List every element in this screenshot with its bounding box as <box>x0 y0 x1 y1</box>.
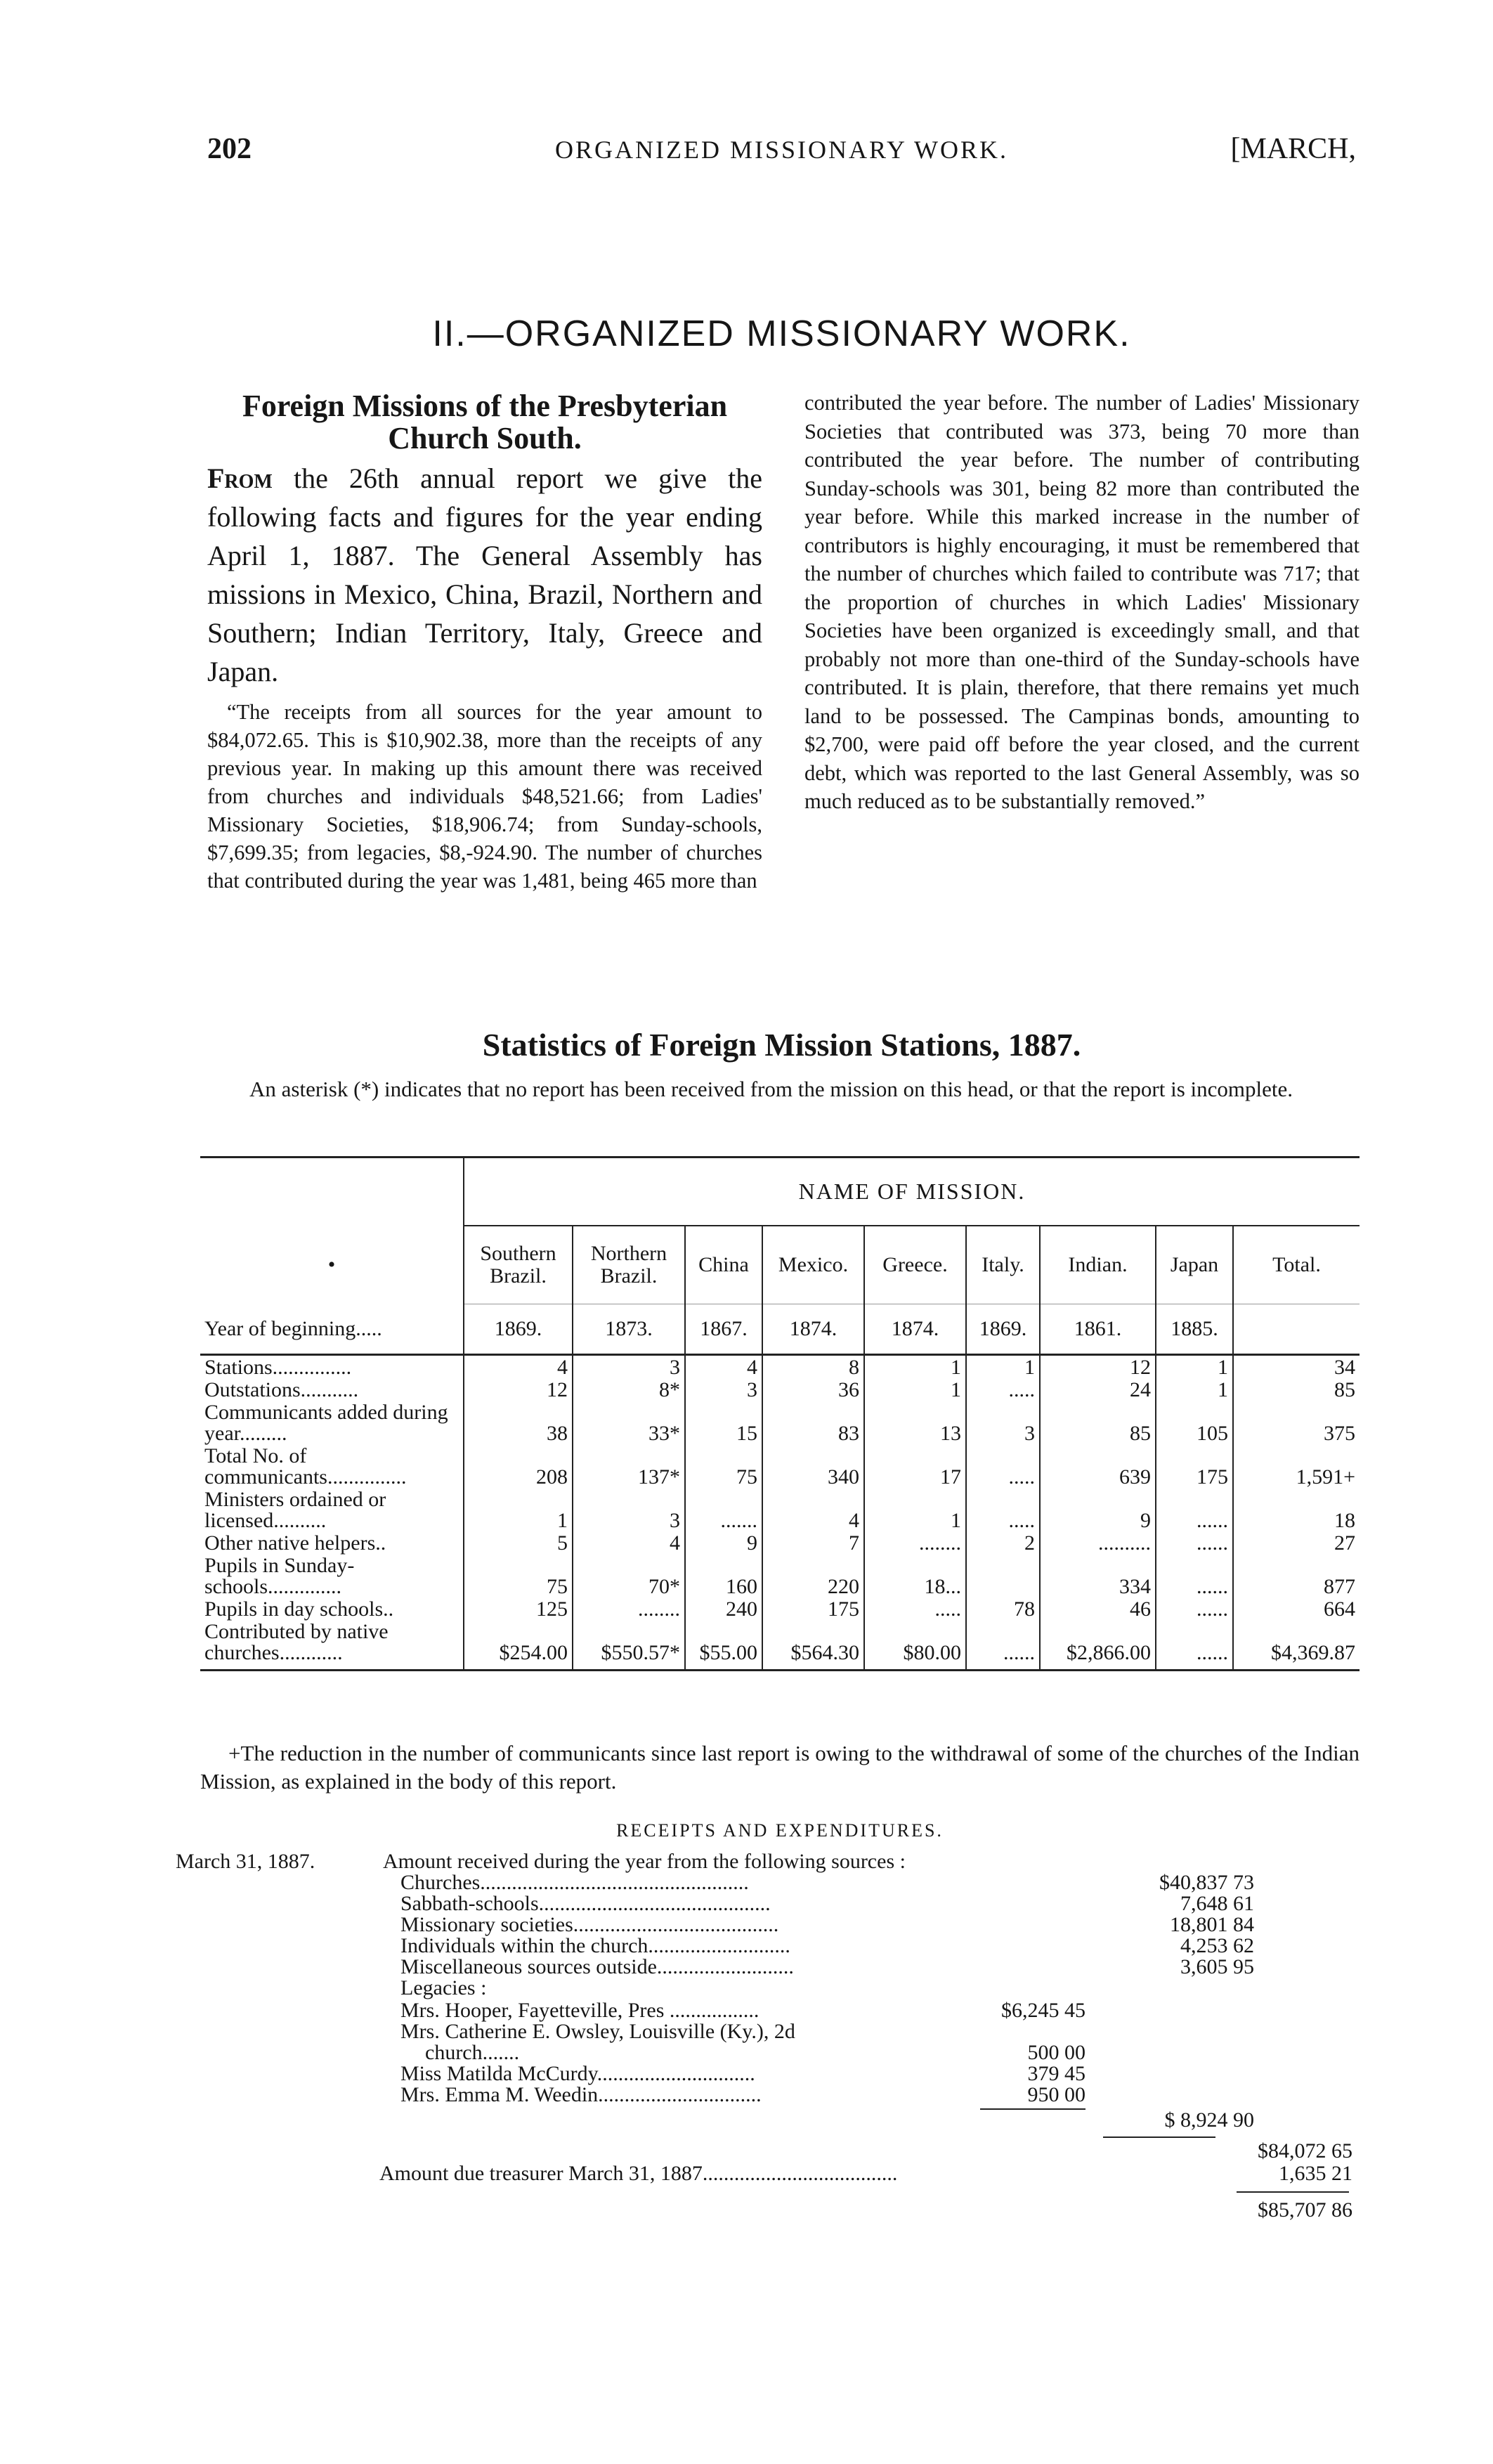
table-cell: ...... <box>1156 1531 1233 1554</box>
final-sum-rule <box>1237 2191 1349 2193</box>
final-total: $85,707 86 <box>1258 2198 1352 2222</box>
legacy-item-amount: 500 00 <box>1027 2041 1085 2064</box>
legacy-item-label: Mrs. Catherine E. Owsley, Louisville (Ky.), 2d <box>400 2020 795 2043</box>
table-cell: ...... <box>966 1620 1040 1671</box>
article-right-column <box>804 389 1360 816</box>
table-group-header-row <box>200 1158 1360 1226</box>
table-cell: ...... <box>1156 1488 1233 1531</box>
table-cell: 34 <box>1334 1356 1356 1379</box>
receipt-item-label: Churches................................................... <box>400 1871 749 1894</box>
table-cell: 3 <box>966 1401 1040 1444</box>
table-cell: ...... <box>1156 1620 1233 1671</box>
table-cell: ...... <box>1156 1554 1233 1597</box>
legacy-item-label: church....... <box>425 2041 520 2064</box>
legacies-label: Legacies : <box>400 1976 487 1999</box>
table-cell: 9 <box>685 1531 762 1554</box>
table-cell: 639 <box>1040 1444 1156 1488</box>
table-cell: 340 <box>762 1444 864 1488</box>
page-number: 202 <box>207 133 252 165</box>
amount-due-label: Amount due treasurer March 31, 1887..................................... <box>379 2162 898 2185</box>
legacy-item-label: Mrs. Hooper, Fayetteville, Pres ................. <box>400 1999 759 2022</box>
table-cell: 5 <box>464 1531 573 1554</box>
table-cell: 1869. <box>966 1304 1040 1355</box>
table-cell: 75 <box>464 1554 573 1597</box>
receipt-item-amount: $40,837 73 <box>1159 1871 1254 1894</box>
receipts-intro: Amount received during the year from the following sources : <box>383 1850 906 1873</box>
legacy-item-label: Miss Matilda McCurdy.............................. <box>400 2062 755 2085</box>
table-cell: .......... <box>1040 1531 1156 1554</box>
table-cell: ..... <box>966 1488 1040 1531</box>
table-cell: ....... <box>685 1488 762 1531</box>
footnote: +The reduction in the number of communicants since last report is owing to the withdrawal of some of the churches of the Indian Mission, as explained in the body of this report. <box>200 1741 1360 1794</box>
table-row <box>200 1401 1360 1444</box>
table-cell: 1,591+ <box>1296 1465 1356 1489</box>
mission-group-header: NAME OF MISSION. <box>464 1158 1360 1226</box>
table-cell: 33* <box>573 1401 685 1444</box>
table-cell: 208 <box>464 1444 573 1488</box>
table-cell: 1874. <box>762 1304 864 1355</box>
table-cell: 1 <box>864 1378 966 1401</box>
row-label: Contributed by native churches............ <box>200 1620 464 1671</box>
article-title-line-2: Church South. <box>388 421 582 455</box>
column-header: Total. <box>1233 1226 1360 1304</box>
table-cell: 85 <box>1334 1378 1356 1401</box>
table-cell: 13 <box>864 1401 966 1444</box>
table-cell: 17 <box>864 1444 966 1488</box>
table-cell: 12 <box>1040 1355 1156 1379</box>
table-cell: 2 <box>966 1531 1040 1554</box>
receipts-heading: RECEIPTS AND EXPENDITURES. <box>616 1820 944 1841</box>
table-cell <box>1233 1304 1360 1355</box>
table-cell: ...... <box>1156 1597 1233 1620</box>
lead-paragraph-text: the 26th annual report we give the following facts and figures for the year ending April 1, 1887. The General Assembly has missions in Mexico, China, Brazil, Northern and Southern; Indian Territory, Italy, Greece and Japan. <box>207 462 762 687</box>
receipt-item-label: Sabbath-schools............................................ <box>400 1892 771 1915</box>
table-cell: 1 <box>864 1488 966 1531</box>
table-cell: ..... <box>966 1378 1040 1401</box>
table-cell: 9 <box>1040 1488 1156 1531</box>
table-cell: 175 <box>762 1597 864 1620</box>
table-cell: 38 <box>464 1401 573 1444</box>
column-header: Mexico. <box>762 1226 864 1304</box>
table-cell: ........ <box>573 1597 685 1620</box>
table-cell: 70* <box>573 1554 685 1597</box>
article-title-line-1: Foreign Missions of the Presbyterian <box>242 389 728 423</box>
table-cell: 3 <box>573 1488 685 1531</box>
table-cell: 1 <box>864 1355 966 1379</box>
table-cell: $80.00 <box>864 1620 966 1671</box>
table-cell: 1873. <box>573 1304 685 1355</box>
table-cell: 105 <box>1156 1401 1233 1444</box>
table-cell: 8 <box>762 1355 864 1379</box>
table-row <box>200 1378 1360 1401</box>
stats-note: An asterisk (*) indicates that no report has been received from the mission on this head, or that the report is incomplete. <box>249 1077 1293 1101</box>
quote-paragraph-right: contributed the year before. The number of Ladies' Missionary Societies that contributed was 373, being 70 more than contributed the year before. The number of contributing Sunday-schools was 301, being 82 more than contributed the year before. While this marked increase in the number of contributors is highly encouraging, it must be remembered that the number of churches which failed to contribute was 717; that the proportion of churches in which Ladies' Missionary Societies have been organized is exceedingly small, and that probably not more than one-third of the Sunday-schools have contributed. It is plain, therefore, that there remains yet much land to be possessed. The Campinas bonds, amounting to $2,700, were paid off before the year closed, and the current debt, which was reported to the last General Assembly, was so much reduced as to be substantially removed.” <box>804 391 1360 813</box>
row-label: Stations............... <box>200 1355 464 1379</box>
table-cell: 1885. <box>1156 1304 1233 1355</box>
table-cell: 46 <box>1040 1597 1156 1620</box>
legacy-item-amount: 950 00 <box>1027 2083 1085 2106</box>
table-cell: 1867. <box>685 1304 762 1355</box>
table-cell: 1861. <box>1040 1304 1156 1355</box>
receipt-item-label: Missionary societies....................................... <box>400 1913 779 1936</box>
receipt-item-amount: 18,801 84 <box>1170 1913 1254 1936</box>
table-cell: 664 <box>1324 1597 1356 1621</box>
table-cell: ........ <box>864 1531 966 1554</box>
row-label: Year of beginning..... <box>200 1304 464 1355</box>
table-cell: 78 <box>966 1597 1040 1620</box>
row-label: Total No. of communicants............... <box>200 1444 464 1488</box>
legacy-item-amount: $6,245 45 <box>1001 1999 1085 2022</box>
table-cell: 27 <box>1334 1531 1356 1555</box>
table-cell: 137* <box>573 1444 685 1488</box>
grand-total: $84,072 65 <box>1258 2139 1352 2163</box>
table-cell: 24 <box>1040 1378 1156 1401</box>
table-cell: 36 <box>762 1378 864 1401</box>
table-row <box>200 1355 1360 1379</box>
row-label: Pupils in day schools.. <box>200 1597 464 1620</box>
table-cell: 15 <box>685 1401 762 1444</box>
table-cell: 1 <box>1156 1378 1233 1401</box>
receipt-item-amount: 4,253 62 <box>1180 1934 1254 1957</box>
section-title: II.—ORGANIZED MISSIONARY WORK. <box>432 313 1131 354</box>
table-row <box>200 1531 1360 1554</box>
running-title: ORGANIZED MISSIONARY WORK. <box>554 136 1009 164</box>
legacies-sum-rule <box>980 2108 1085 2110</box>
row-label: Ministers ordained or licensed.......... <box>200 1488 464 1531</box>
table-cell: 375 <box>1324 1422 1356 1445</box>
table-cell: ..... <box>864 1597 966 1620</box>
table-cell: $4,369.87 <box>1233 1620 1360 1671</box>
table-cell: $550.57* <box>573 1620 685 1671</box>
table-cell: 220 <box>762 1554 864 1597</box>
column-header: Japan <box>1156 1226 1233 1304</box>
row-label: Outstations........... <box>200 1378 464 1401</box>
receipt-item-amount: 3,605 95 <box>1180 1955 1254 1978</box>
row-label: Other native helpers.. <box>200 1531 464 1554</box>
table-cell <box>966 1554 1040 1597</box>
table-cell: 7 <box>762 1531 864 1554</box>
column-header: China <box>685 1226 762 1304</box>
receipts-date: March 31, 1887. <box>176 1850 315 1873</box>
article-left-column <box>207 390 762 895</box>
amount-due: 1,635 21 <box>1279 2162 1352 2185</box>
stats-table-body <box>200 1355 1360 1671</box>
table-cell: 83 <box>762 1401 864 1444</box>
table-cell: 877 <box>1324 1575 1356 1598</box>
column-header: Southern Brazil. <box>464 1226 573 1304</box>
lead-word: From <box>207 462 273 494</box>
running-month: [MARCH, <box>1230 133 1356 165</box>
article-title <box>207 390 762 455</box>
table-cell: 125 <box>464 1597 573 1620</box>
table-cell: 4 <box>573 1531 685 1554</box>
table-cell: $564.30 <box>762 1620 864 1671</box>
table-cell: 18 <box>1334 1509 1356 1532</box>
table-cell: 1874. <box>864 1304 966 1355</box>
table-cell: 3 <box>573 1355 685 1379</box>
table-cell: 4 <box>685 1355 762 1379</box>
table-cell: 18... <box>864 1554 966 1597</box>
table-row <box>200 1620 1360 1671</box>
legacies-total: $ 8,924 90 <box>1164 2108 1254 2132</box>
receipt-item-label: Individuals within the church........................... <box>400 1934 790 1957</box>
quote-paragraph-left: “The receipts from all sources for the year amount to $84,072.65. This is $10,902.38, more than the receipts of any previous year. In making up this amount there was received from churches and individuals $48,521.66; from Ladies' Missionary Societies, $18,906.74; from Sunday-schools, $7,699.35; from legacies, $8,-924.90. The number of churches that contributed during the year was 1,481, being 465 more than <box>207 700 762 893</box>
stats-title: Statistics of Foreign Mission Stations, 1887. <box>482 1027 1081 1063</box>
table-row <box>200 1597 1360 1620</box>
column-header: Italy. <box>966 1226 1040 1304</box>
column-header: Greece. <box>864 1226 966 1304</box>
row-label: Pupils in Sunday-schools.............. <box>200 1554 464 1597</box>
column-header: Northern Brazil. <box>573 1226 685 1304</box>
table-cell: 75 <box>685 1444 762 1488</box>
stats-table <box>200 1156 1360 1671</box>
table-cell: 334 <box>1040 1554 1156 1597</box>
table-cell: 175 <box>1156 1444 1233 1488</box>
table-cell: 1869. <box>464 1304 573 1355</box>
table-cell: 85 <box>1040 1401 1156 1444</box>
table-cell: 160 <box>685 1554 762 1597</box>
table-cell: 240 <box>685 1597 762 1620</box>
table-cell: $254.00 <box>464 1620 573 1671</box>
legacy-item-amount: 379 45 <box>1027 2062 1085 2085</box>
column-header: Indian. <box>1040 1226 1156 1304</box>
table-row <box>200 1444 1360 1488</box>
sources-sum-rule <box>1103 2136 1215 2138</box>
row-label: Communicants added during year......... <box>200 1401 464 1444</box>
legacy-item-label: Mrs. Emma M. Weedin............................... <box>400 2083 762 2106</box>
table-cell: 4 <box>762 1488 864 1531</box>
table-cell: 1 <box>464 1488 573 1531</box>
table-corner-cell <box>200 1158 464 1226</box>
receipt-item-amount: 7,648 61 <box>1180 1892 1254 1915</box>
table-cell: 3 <box>685 1378 762 1401</box>
table-cell: $55.00 <box>685 1620 762 1671</box>
table-cell: ..... <box>966 1444 1040 1488</box>
table-row <box>200 1488 1360 1531</box>
running-header <box>207 132 1356 174</box>
table-cell: 1 <box>1156 1355 1233 1379</box>
table-cell: 12 <box>464 1378 573 1401</box>
table-cell: $2,866.00 <box>1040 1620 1156 1671</box>
lead-paragraph <box>207 459 762 691</box>
table-cell: 1 <box>966 1355 1040 1379</box>
table-corner-mark: • <box>200 1226 464 1304</box>
table-column-header-row <box>200 1226 1360 1304</box>
table-cell: 4 <box>464 1355 573 1379</box>
table-cell: 8* <box>573 1378 685 1401</box>
table-row <box>200 1554 1360 1597</box>
receipt-item-label: Miscellaneous sources outside.......................... <box>400 1955 794 1978</box>
year-of-beginning-row <box>200 1304 1360 1355</box>
